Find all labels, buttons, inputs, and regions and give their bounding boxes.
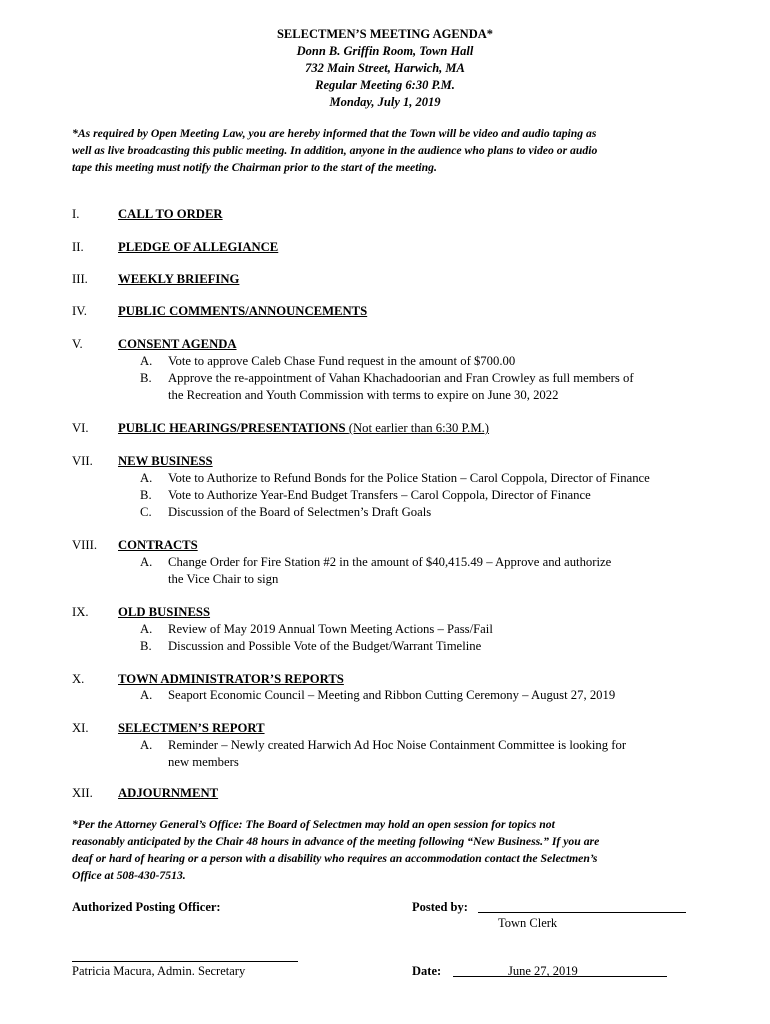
agenda-header — [0, 26, 770, 111]
section-number: III. — [72, 272, 88, 286]
section-number: XI. — [72, 721, 89, 735]
section-number: X. — [72, 672, 85, 686]
section-number: IV. — [72, 304, 87, 318]
note-line: *Per the Attorney General’s Office: The Board of Selectmen may hold an open session for topics not — [72, 818, 555, 831]
item-letter: A. — [140, 471, 153, 485]
item-letter: A. — [140, 688, 153, 702]
item-text: Vote to Authorize to Refund Bonds for the Police Station – Carol Coppola, Director of Finance — [168, 471, 650, 485]
authorized-posting-officer-label: Authorized Posting Officer: — [72, 900, 221, 914]
item-text-line: Reminder – Newly created Harwich Ad Hoc Noise Containment Committee is looking for — [168, 738, 627, 752]
note-line: deaf or hard of hearing or a person with a disability who requires an accommodation contact the Selectmen’s — [72, 852, 598, 865]
section-heading: SELECTMEN’S REPORT — [118, 721, 265, 735]
meeting-type: Regular Meeting 6:30 P.M. — [315, 78, 455, 92]
item-letter: A. — [140, 354, 153, 368]
posted-by-label: Posted by: — [412, 900, 468, 914]
item-text: Review of May 2019 Annual Town Meeting Actions – Pass/Fail — [168, 622, 493, 636]
town-clerk-label: Town Clerk — [498, 916, 558, 930]
officer-signature-line — [72, 961, 298, 962]
note-line: Office at 508-430-7513. — [72, 869, 186, 882]
section-heading: CONTRACTS — [118, 538, 198, 552]
item-letter: B. — [140, 488, 152, 502]
section-number: VII. — [72, 454, 93, 468]
item-text — [168, 370, 728, 404]
meeting-date: Monday, July 1, 2019 — [329, 95, 441, 109]
date-label: Date: — [412, 964, 442, 978]
section-note: (Not earlier than 6:30 P.M.) — [348, 421, 490, 435]
item-text: Vote to Authorize Year-End Budget Transfers – Carol Coppola, Director of Finance — [168, 488, 591, 502]
item-letter: B. — [140, 639, 152, 653]
notice-line: well as live broadcasting this public meeting. In addition, anyone in the audience who plans to video or audio — [72, 144, 598, 157]
item-text: Discussion and Possible Vote of the Budget/Warrant Timeline — [168, 639, 482, 653]
meeting-room: Donn B. Griffin Room, Town Hall — [296, 44, 474, 58]
meeting-address: 732 Main Street, Harwich, MA — [305, 61, 465, 75]
open-meeting-notice — [72, 125, 712, 176]
attorney-general-note — [72, 816, 712, 884]
section-heading: PUBLIC COMMENTS/ANNOUNCEMENTS — [118, 304, 368, 318]
officer-name: Patricia Macura, Admin. Secretary — [72, 964, 246, 978]
item-text-line: the Recreation and Youth Commission with terms to expire on June 30, 2022 — [168, 388, 559, 402]
agenda-title: SELECTMEN’S MEETING AGENDA* — [276, 27, 493, 41]
section-heading: PLEDGE OF ALLEGIANCE — [118, 240, 279, 254]
item-text: Seaport Economic Council – Meeting and Ribbon Cutting Ceremony – August 27, 2019 — [168, 688, 616, 702]
section-heading: WEEKLY BRIEFING — [118, 272, 240, 286]
item-text-line: the Vice Chair to sign — [168, 572, 279, 586]
item-text: Discussion of the Board of Selectmen’s Draft Goals — [168, 505, 432, 519]
item-letter: A. — [140, 555, 153, 569]
section-number: VIII. — [72, 538, 98, 552]
section-number: IX. — [72, 605, 89, 619]
item-letter: A. — [140, 622, 153, 636]
note-line: reasonably anticipated by the Chair 48 hours in advance of the meeting following “New Business.” If you are — [72, 835, 600, 848]
item-text — [168, 554, 728, 588]
item-letter: A. — [140, 738, 153, 752]
section-heading: TOWN ADMINISTRATOR’S REPORTS — [118, 672, 344, 686]
item-text-line: Change Order for Fire Station #2 in the amount of $40,415.49 – Approve and authorize — [168, 555, 612, 569]
item-letter: B. — [140, 371, 152, 385]
section-heading: CALL TO ORDER — [118, 207, 223, 221]
section-heading: CONSENT AGENDA — [118, 337, 237, 351]
posted-by-signature-line — [478, 912, 686, 913]
item-letter: C. — [140, 505, 152, 519]
section-heading: OLD BUSINESS — [118, 605, 211, 619]
notice-line: tape this meeting must notify the Chairman prior to the start of the meeting. — [72, 161, 437, 174]
section-number: I. — [72, 207, 80, 221]
item-text: Vote to approve Caleb Chase Fund request in the amount of $700.00 — [168, 354, 516, 368]
section-number: VI. — [72, 421, 89, 435]
item-text-line: new members — [168, 755, 239, 769]
item-text-line: Approve the re-appointment of Vahan Khachadoorian and Fran Crowley as full members of — [168, 371, 634, 385]
section-heading — [118, 420, 489, 437]
section-heading: NEW BUSINESS — [118, 454, 213, 468]
notice-line: *As required by Open Meeting Law, you are hereby informed that the Town will be video and audio taping as — [72, 127, 597, 140]
posting-date: June 27, 2019 — [508, 964, 578, 978]
section-number: XII. — [72, 786, 93, 800]
section-heading-text: PUBLIC HEARINGS/PRESENTATIONS — [118, 421, 349, 435]
section-number: II. — [72, 240, 84, 254]
item-text — [168, 737, 728, 771]
section-heading: ADJOURNMENT — [118, 786, 219, 800]
section-number: V. — [72, 337, 83, 351]
